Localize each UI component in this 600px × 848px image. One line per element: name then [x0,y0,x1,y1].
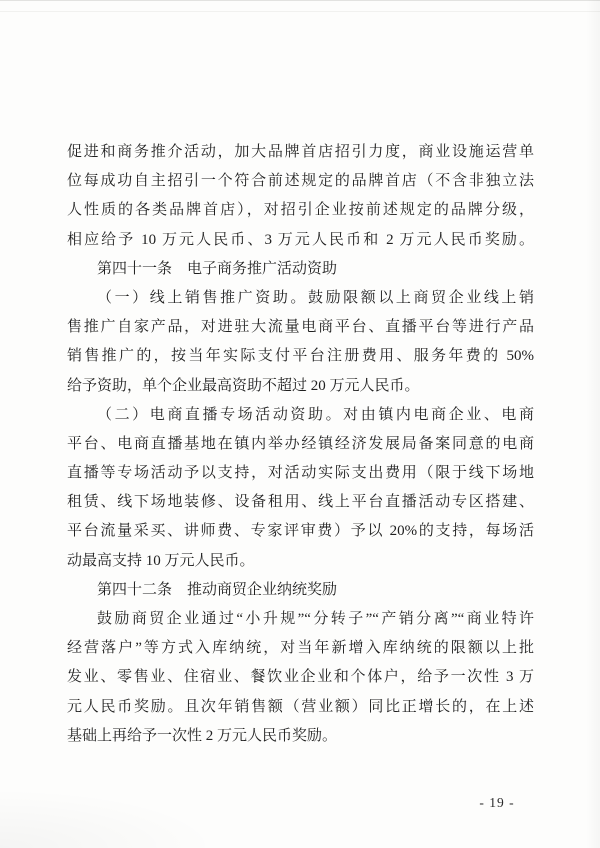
text-block [67,138,534,751]
scan-edge-line [0,11,600,12]
page-number: - 19 - [479,795,515,810]
text-line: 基础上再给予一次性 2 万元人民币奖励。 [67,727,338,744]
article-heading: 第四十二条 推动商贸企业纳统奖励 [97,581,338,598]
text-line: 鼓励商贸企业通过“小升规”“分转子”“产销分离”“商业特许 [97,611,534,627]
text-line: 人性质的各类品牌首店），对招引企业按前述规定的品牌分级， [67,202,534,219]
text-line: 平台、电商直播基地在镇内举办经镇经济发展局备案同意的电商 [67,435,534,452]
text-line: 相应给予 10 万元人民币、3 万元人民币和 2 万元人民币奖励。 [67,231,534,248]
text-line: （一）线上销售推广资助。鼓励限额以上商贸企业线上销 [97,289,534,306]
text-line: 发业、零售业、住宿业、餐饮业企业和个体户，给予一次性 3 万 [67,669,534,686]
text-line: 直播等专场活动予以支持，对活动实际支出费用（限于线下场地 [67,465,534,482]
text-line: 动最高支持 10 万元人民币。 [67,552,255,569]
scan-edge-right [586,0,600,848]
text-line: 销售推广的，按当年实际支付平台注册费用、服务年费的 50% [67,348,534,365]
text-line: 给予资助，单个企业最高资助不超过 20 万元人民币。 [67,377,420,394]
text-line: 促进和商务推介活动，加大品牌首店招引力度，商业设施运营单 [67,144,534,160]
text-line: 位每成功自主招引一个符合前述规定的品牌首店（不含非独立法 [67,173,534,190]
scan-corner-shadow [0,788,220,848]
text-line: 售推广自家产品，对进驻大流量电商平台、直播平台等进行产品 [67,319,534,336]
text-line: 平台流量采买、讲师费、专家评审费）予以 20%的支持，每场活 [67,523,534,540]
text-line: （二）电商直播专场活动资助。对由镇内电商企业、电商 [97,406,534,423]
text-line: 租赁、线下场地装修、设备租用、线上平台直播活动专区搭建、 [67,494,534,511]
text-line: 元人民币奖励。且次年销售额（营业额）同比正增长的，在上述 [67,698,534,715]
scan-edge-top [0,0,600,1]
article-heading: 第四十一条 电子商务推广活动资助 [97,260,338,277]
text-line: 经营落户”等方式入库纳统，对当年新增入库纳统的限额以上批 [67,640,534,657]
